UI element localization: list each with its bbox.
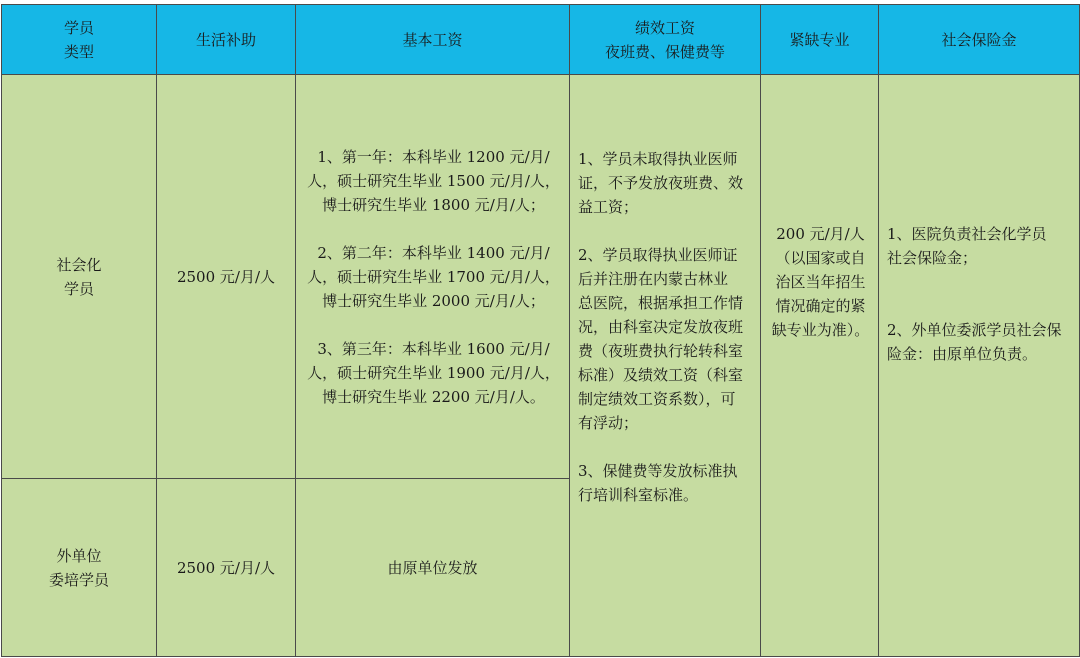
- stipend-table: [1, 4, 1080, 657]
- spacer: [887, 270, 1073, 294]
- perf-p2-line5: 费（夜班费执行轮转科室: [578, 342, 744, 360]
- perf-p3-line1: 3、保健费等发放标准执: [578, 462, 738, 480]
- insurance-cell: [879, 75, 1080, 657]
- base-year3-line2: 人，硕士研究生毕业 1900 元/月/人，: [307, 363, 560, 382]
- base-year2-line1: 2、第二年：本科毕业 1400 元/月/: [317, 243, 550, 262]
- shortage-line2: （以国家或自: [775, 249, 866, 267]
- insurance-p1-line2: 社会保险金；: [887, 249, 978, 267]
- external-allowance-cell: 2500 元/月/人: [157, 479, 296, 657]
- insurance-p2-line2: 险金：由原单位负责。: [887, 345, 1038, 363]
- spacer: [578, 435, 754, 459]
- spacer: [578, 219, 754, 243]
- perf-p2-line3: 总医院，根据承担工作情: [578, 294, 744, 312]
- social-type-line1: 社会化: [56, 255, 102, 274]
- spacer: [887, 294, 1073, 318]
- base-year2-line3: 博士研究生毕业 2000 元/月/人；: [322, 291, 545, 310]
- perf-p2-line8: 有浮动；: [578, 414, 639, 432]
- insurance-p2-line1: 2、外单位委派学员社会保: [887, 321, 1062, 339]
- header-allowance: 生活补助: [157, 5, 296, 75]
- shortage-cell: [761, 75, 879, 657]
- perf-p2-line1: 2、学员取得执业医师证: [578, 246, 738, 264]
- insurance-p1-line1: 1、医院负责社会化学员: [887, 225, 1047, 243]
- performance-cell: [570, 75, 761, 657]
- header-performance: [570, 5, 761, 75]
- base-year3-line1: 3、第三年：本科毕业 1600 元/月/: [317, 339, 550, 358]
- base-year1-line2: 人，硕士研究生毕业 1500 元/月/人，: [307, 171, 560, 190]
- spacer: [304, 217, 563, 241]
- header-performance-line2: 夜班费、保健费等: [604, 42, 725, 61]
- external-type-cell: [2, 479, 157, 657]
- shortage-line4: 情况确定的紧: [775, 297, 866, 315]
- external-type-line1: 外单位: [56, 546, 102, 565]
- perf-p2-line6: 标准）及绩效工资（科室: [578, 366, 744, 384]
- social-type-line2: 学员: [63, 279, 94, 298]
- shortage-line5: 缺专业为准）。: [771, 321, 870, 339]
- header-shortage: 紧缺专业: [761, 5, 879, 75]
- shortage-line3: 治区当年招生: [775, 273, 866, 291]
- header-row: [2, 5, 1080, 75]
- header-type-line2: 类型: [63, 42, 94, 61]
- header-student-type: [2, 5, 157, 75]
- header-base-salary: 基本工资: [296, 5, 570, 75]
- shortage-line1: 200 元/月/人: [776, 225, 865, 243]
- perf-p1-line3: 益工资；: [578, 198, 639, 216]
- perf-p1-line2: 证，不予发放夜班费、效: [578, 174, 744, 192]
- social-base-salary-cell: [296, 75, 570, 479]
- perf-p2-line2: 后并注册在内蒙古林业: [578, 270, 729, 288]
- header-type-line1: 学员: [63, 18, 94, 37]
- header-insurance: 社会保险金: [879, 5, 1080, 75]
- header-performance-line1: 绩效工资: [634, 18, 695, 37]
- external-type-line2: 委培学员: [48, 570, 109, 589]
- social-type-cell: [2, 75, 157, 479]
- base-year1-line1: 1、第一年：本科毕业 1200 元/月/: [317, 147, 550, 166]
- perf-p1-line1: 1、学员未取得执业医师: [578, 150, 738, 168]
- perf-p2-line4: 况，由科室决定发放夜班: [578, 318, 744, 336]
- base-year1-line3: 博士研究生毕业 1800 元/月/人；: [322, 195, 545, 214]
- external-base-salary-cell: 由原单位发放: [296, 479, 570, 657]
- base-year3-line3: 博士研究生毕业 2200 元/月/人。: [322, 387, 545, 406]
- base-year2-line2: 人，硕士研究生毕业 1700 元/月/人，: [307, 267, 560, 286]
- perf-p3-line2: 行培训科室标准。: [578, 486, 699, 504]
- perf-p2-line7: 制定绩效工资系数），可: [578, 390, 736, 408]
- social-allowance-cell: 2500 元/月/人: [157, 75, 296, 479]
- table-row-social: [2, 75, 1080, 479]
- spacer: [304, 313, 563, 337]
